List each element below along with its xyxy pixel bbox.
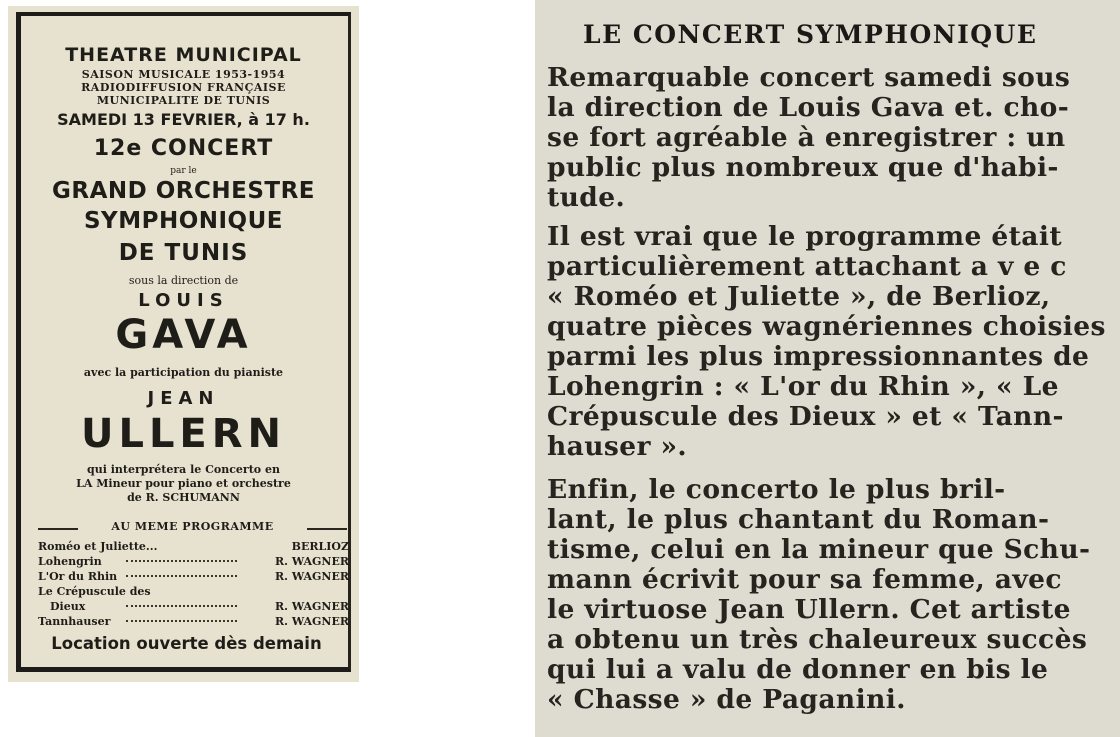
programme-composer: R. WAGNER (275, 555, 349, 568)
soloist-first-name: JEAN (147, 388, 220, 409)
leader-dots (126, 560, 237, 562)
programme-work: Tannhauser (38, 615, 111, 628)
review-line: lant, le plus chantant du Roman- (547, 504, 1050, 535)
programme-composer: R. WAGNER (275, 600, 349, 613)
programme-work: Roméo et Juliette... (38, 540, 158, 553)
review-line: hauser ». (547, 431, 688, 462)
concert-advertisement (8, 6, 359, 682)
review-line: particulièrement attachant a v e c (547, 251, 1067, 282)
review-line: tisme, celui en la mineur que Schu- (547, 534, 1091, 565)
programme-composer: BERLIOZ (291, 540, 349, 553)
heading-rule-right (307, 528, 347, 530)
programme-composer: R. WAGNER (275, 615, 349, 628)
broadcaster-line: RADIODIFFUSION FRANÇAISE (81, 81, 286, 94)
review-line: « Roméo et Juliette », de Berlioz, (547, 281, 1051, 312)
participation-text: avec la participation du pianiste (83, 366, 284, 379)
review-line: tude. (547, 182, 626, 213)
soloist-last-name: ULLERN (80, 411, 287, 457)
orchestra-name-line3: DE TUNIS (118, 240, 249, 266)
newspaper-review (535, 0, 1120, 737)
work-description-line2: LA Mineur pour piano et orchestre (76, 477, 291, 490)
programme-work: Le Crépuscule des (38, 585, 151, 598)
orchestra-name-line2: SYMPHONIQUE (83, 208, 283, 234)
review-line: a obtenu un très chaleureux succès (547, 624, 1088, 655)
direction-text: sous la direction de (128, 274, 239, 287)
leader-dots (126, 620, 237, 622)
review-line: quatre pièces wagnériennes choisies (547, 311, 1106, 342)
leader-dots (126, 605, 237, 607)
leader-dots (126, 575, 237, 577)
par-le-text: par le (170, 166, 197, 176)
work-description-line3: de R. SCHUMANN (127, 491, 240, 504)
review-line: Remarquable concert samedi sous (547, 62, 1071, 93)
programme-heading-text: AU MEME PROGRAMME (111, 520, 274, 533)
programme-row (38, 570, 349, 584)
review-line: Enfin, le concerto le plus bril- (547, 474, 1006, 505)
review-line: public plus nombreux que d'habi- (547, 152, 1059, 183)
programme-work: Dieux (50, 600, 86, 613)
programme-row (38, 555, 349, 569)
conductor-last-name: GAVA (115, 312, 252, 358)
review-line: mann écrivit pour sa femme, avec (547, 564, 1062, 595)
orchestra-name-line1: GRAND ORCHESTRE (51, 178, 315, 204)
review-line: Lohengrin : « L'or du Rhin », « Le (547, 371, 1059, 402)
box-office-notice: Location ouverte dès demain (51, 634, 322, 653)
concert-date: SAMEDI 13 FEVRIER, à 17 h. (57, 110, 310, 129)
programme-composer: R. WAGNER (275, 570, 349, 583)
conductor-first-name: LOUIS (138, 290, 229, 311)
programme-row (38, 615, 349, 629)
review-line: le virtuose Jean Ullern. Cet artiste (547, 594, 1071, 625)
programme-work: L'Or du Rhin (38, 570, 118, 583)
programme-row (38, 585, 349, 599)
programme-row (38, 540, 349, 554)
venue-title: THEATRE MUNICIPAL (65, 44, 302, 66)
review-line: parmi les plus impressionnantes de (547, 341, 1090, 372)
review-line: Il est vrai que le programme était (547, 221, 1062, 252)
programme-row (38, 600, 349, 614)
review-title: LE CONCERT SYMPHONIQUE (583, 20, 1038, 49)
review-line: Crépuscule des Dieux » et « Tann- (547, 401, 1064, 432)
review-line: la direction de Louis Gava et. cho- (547, 92, 1070, 123)
programme-work: Lohengrin (38, 555, 102, 568)
season-line: SAISON MUSICALE 1953-1954 (81, 68, 286, 81)
concert-number: 12e CONCERT (93, 136, 274, 161)
review-line: qui lui a valu de donner en bis le (547, 654, 1049, 685)
municipality-line: MUNICIPALITE DE TUNIS (96, 94, 271, 107)
programme-heading (38, 520, 347, 534)
review-line: « Chasse » de Paganini. (547, 684, 906, 715)
review-line: se fort agréable à enregistrer : un (547, 122, 1066, 153)
work-description-line1: qui interprétera le Concerto en (87, 463, 280, 476)
